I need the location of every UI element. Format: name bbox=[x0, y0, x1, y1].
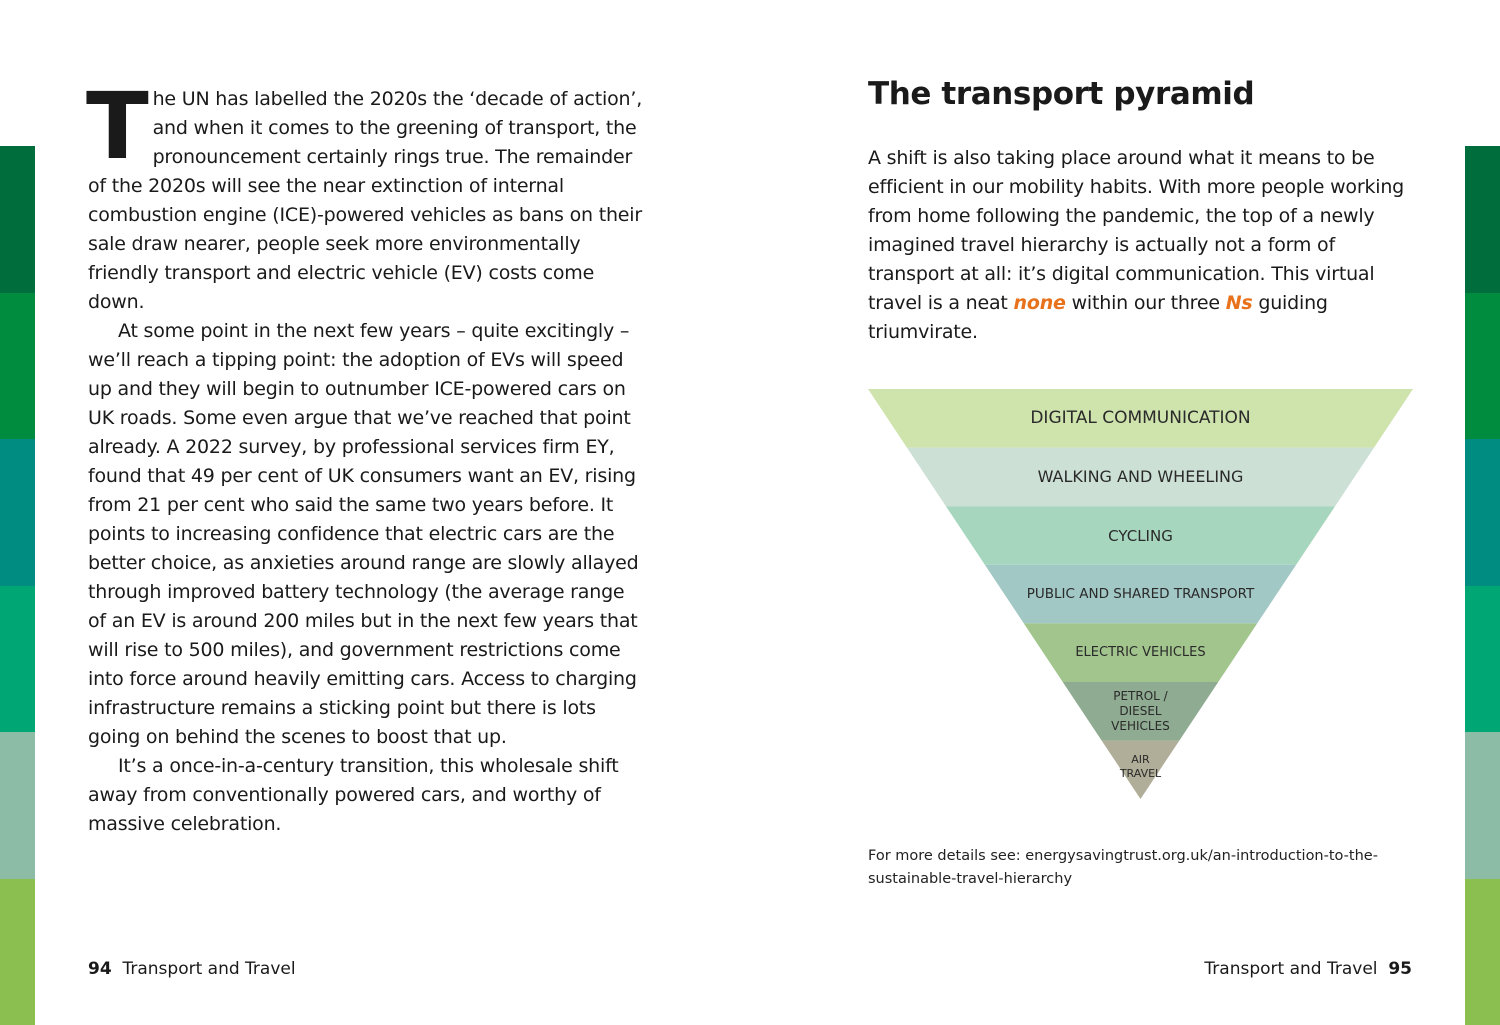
footer-left bbox=[88, 956, 296, 982]
left-color-tabs bbox=[0, 146, 35, 1025]
right-page-body bbox=[868, 72, 1413, 347]
footer-title-left: Transport and Travel bbox=[122, 959, 296, 979]
intro-text-b: within our three bbox=[1071, 292, 1220, 314]
page-number-left: 94 bbox=[88, 959, 112, 979]
edge-tab-5 bbox=[0, 732, 35, 879]
intro-text-c: guiding triumvirate. bbox=[868, 292, 1328, 343]
emphasis-ns: Ns bbox=[1225, 292, 1253, 314]
left-page-body bbox=[86, 73, 648, 839]
edge-tab-5 bbox=[1465, 732, 1500, 879]
intro-paragraph bbox=[868, 144, 1413, 347]
edge-tab-2 bbox=[1465, 293, 1500, 440]
drop-cap: T bbox=[86, 73, 149, 180]
edge-tab-4 bbox=[1465, 586, 1500, 733]
emphasis-none: none bbox=[1013, 292, 1066, 314]
transport-pyramid bbox=[868, 389, 1413, 799]
intro-text-a: A shift is also taking place around what it means to be efficient in our mobility habits. With more people working from home following the pandemic, the top of a newly imagined travel hierarchy is actually not a form of transport at all: it’s digital communication. This virtual travel is a neat bbox=[868, 147, 1405, 314]
edge-tab-3 bbox=[0, 439, 35, 586]
paragraph-2: At some point in the next few years – quite excitingly – we’ll reach a tipping point: the adoption of EVs will speed up and they will begin to outnumber ICE-powered cars on UK roads. Some even argue that we’ve reached that point already. A 2022 survey, by professional services firm EY, found that 49 per cent of UK consumers want an EV, rising from 21 per cent who said the same two years before. It points to increasing confidence that electric cars are the better choice, as anxieties around range are slowly allayed through improved battery technology (the average range of an EV is around 200 miles but in the next few years that will rise to 500 miles), and government restrictions come into force around heavily emitting cars. Access to charging infrastructure remains a sticking point but there is lots going on behind the scenes to boost that up. bbox=[88, 320, 639, 748]
footer-right bbox=[1204, 956, 1412, 982]
page-number-right: 95 bbox=[1388, 959, 1412, 979]
edge-tab-1 bbox=[1465, 146, 1500, 293]
edge-tab-2 bbox=[0, 293, 35, 440]
right-color-tabs bbox=[1465, 146, 1500, 1025]
pyramid-label-5: ELECTRIC VEHICLES bbox=[1075, 644, 1206, 660]
edge-tab-6 bbox=[0, 879, 35, 1025]
edge-tab-1 bbox=[0, 146, 35, 293]
pyramid-label-1: DIGITAL COMMUNICATION bbox=[1030, 408, 1251, 429]
edge-tab-4 bbox=[0, 586, 35, 733]
pyramid-label-2: WALKING AND WHEELING bbox=[1037, 467, 1244, 487]
paragraph-1 bbox=[86, 73, 648, 317]
source-note: For more details see: energysavingtrust.org.uk/an-introduction-to-the-sustainable-travel-hierarchy bbox=[868, 848, 1378, 887]
footer-title-right: Transport and Travel bbox=[1204, 959, 1378, 979]
paragraph-3: It’s a once-in-a-century transition, this wholesale shift away from conventionally powered cars, and worthy of massive celebration. bbox=[88, 755, 619, 835]
pyramid-label-4: PUBLIC AND SHARED TRANSPORT bbox=[1026, 585, 1255, 602]
pyramid-label-6: PETROL / DIESEL VEHICLES bbox=[1111, 688, 1170, 733]
pyramid-label-7: AIR TRAVEL bbox=[1119, 752, 1162, 780]
paragraph-1-text: he UN has labelled the 2020s the ‘decade of action’, and when it comes to the greening of transport, the pronouncement certainly rings true. The remainder of the 2020s will see the near extinction of internal combustion engine (ICE)-powered vehicles as bans on their sale draw nearer, people seek more environmentally friendly transport and electric vehicle (EV) costs come down. bbox=[88, 88, 643, 313]
edge-tab-3 bbox=[1465, 439, 1500, 586]
pyramid-label-3: CYCLING bbox=[1108, 526, 1173, 545]
edge-tab-6 bbox=[1465, 879, 1500, 1025]
section-heading: The transport pyramid bbox=[868, 76, 1255, 112]
